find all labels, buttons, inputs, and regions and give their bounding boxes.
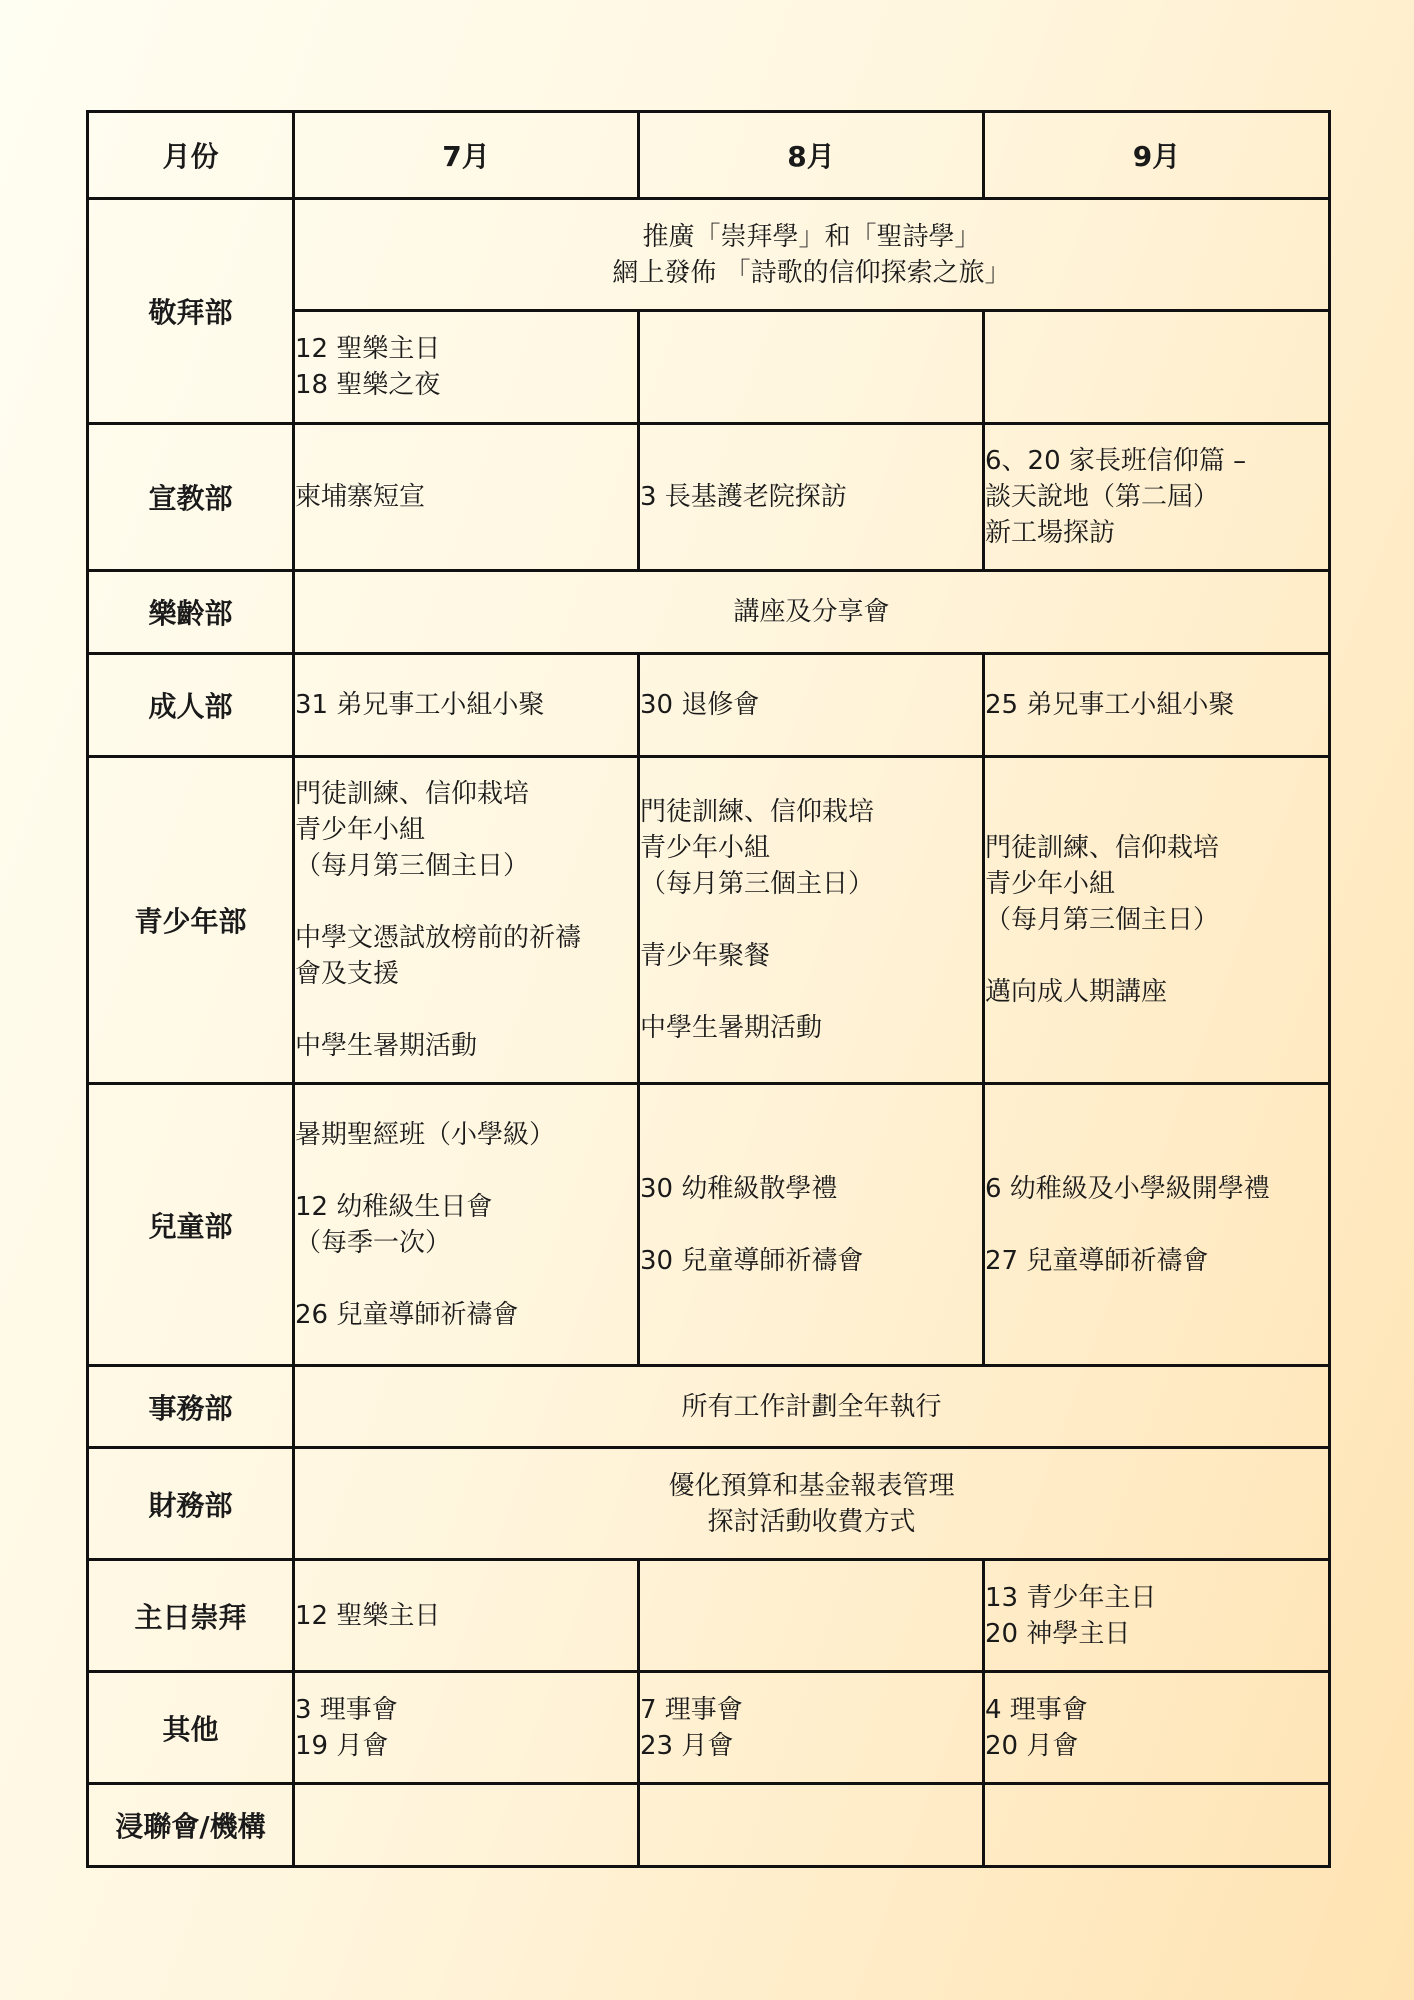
evangelism-july bbox=[294, 424, 639, 571]
dept-adult: 成人部 bbox=[88, 654, 294, 757]
children-september bbox=[984, 1084, 1330, 1366]
evangelism-september-line-1: 6、20 家長班信仰篇 – bbox=[985, 446, 1247, 476]
affairs-text: 所有工作計劃全年執行 bbox=[681, 1391, 942, 1422]
dept-baptist: 浸聯會/機構 bbox=[88, 1784, 294, 1867]
children-september-line-2: 27 兒童導師祈禱會 bbox=[985, 1245, 1209, 1276]
adult-july bbox=[294, 654, 639, 757]
row-affairs bbox=[88, 1366, 1330, 1448]
others-july bbox=[294, 1672, 639, 1784]
adult-july-text: 31 弟兄事工小組小聚 bbox=[295, 690, 545, 720]
worship-july-line-2: 18 聖樂之夜 bbox=[295, 370, 441, 400]
youth-july-line-5: 會及支援 bbox=[295, 959, 400, 989]
others-september-line-1: 4 理事會 bbox=[985, 1694, 1088, 1725]
children-august bbox=[639, 1084, 984, 1366]
youth-september-line-1: 門徒訓練、信仰栽培 bbox=[985, 833, 1220, 863]
evangelism-september-line-2: 談天說地（第二屆） bbox=[985, 482, 1220, 512]
evangelism-september bbox=[984, 424, 1330, 571]
youth-july-line-1: 門徒訓練、信仰栽培 bbox=[295, 779, 530, 809]
children-july bbox=[294, 1084, 639, 1366]
dept-youth: 青少年部 bbox=[88, 757, 294, 1084]
others-august-line-1: 7 理事會 bbox=[640, 1694, 743, 1725]
senior-text: 講座及分享會 bbox=[733, 597, 890, 627]
others-august-line-2: 23 月會 bbox=[640, 1730, 734, 1761]
worship-july-line-1: 12 聖樂主日 bbox=[295, 334, 441, 364]
row-evangelism bbox=[88, 424, 1330, 571]
evangelism-september-line-3: 新工場探訪 bbox=[985, 518, 1116, 548]
row-children bbox=[88, 1084, 1330, 1366]
dept-worship: 敬拜部 bbox=[88, 199, 294, 424]
header-row bbox=[88, 112, 1330, 199]
sunday-september bbox=[984, 1560, 1330, 1672]
others-september bbox=[984, 1672, 1330, 1784]
row-sunday bbox=[88, 1560, 1330, 1672]
youth-august-line-2: 青少年小組 bbox=[640, 833, 771, 863]
row-worship bbox=[88, 199, 1330, 311]
finance-line-2: 探討活動收費方式 bbox=[707, 1506, 916, 1537]
dept-children: 兒童部 bbox=[88, 1084, 294, 1366]
youth-september-line-2: 青少年小組 bbox=[985, 869, 1116, 899]
youth-july-line-2: 青少年小組 bbox=[295, 815, 426, 845]
worship-line-1: 推廣「崇拜學」和「聖詩學」 bbox=[642, 221, 981, 252]
dept-senior: 樂齡部 bbox=[88, 571, 294, 654]
finance-all-months bbox=[294, 1448, 1330, 1560]
youth-august bbox=[639, 757, 984, 1084]
dept-evangelism: 宣教部 bbox=[88, 424, 294, 571]
adult-august bbox=[639, 654, 984, 757]
worship-september bbox=[984, 311, 1330, 424]
evangelism-july-text: 柬埔寨短宣 bbox=[295, 482, 426, 512]
baptist-july bbox=[294, 1784, 639, 1867]
adult-september bbox=[984, 654, 1330, 757]
youth-september-line-4: 邁向成人期講座 bbox=[985, 977, 1168, 1007]
adult-august-text: 30 退修會 bbox=[640, 690, 760, 720]
baptist-august bbox=[639, 1784, 984, 1867]
children-august-line-1: 30 幼稚級散學禮 bbox=[640, 1173, 838, 1204]
header-month-label: 月份 bbox=[88, 112, 294, 199]
youth-july-line-6: 中學生暑期活動 bbox=[295, 1031, 478, 1061]
header-september: 9月 bbox=[984, 112, 1330, 199]
youth-august-line-5: 中學生暑期活動 bbox=[640, 1013, 823, 1043]
youth-august-line-3: （每月第三個主日） bbox=[640, 869, 875, 899]
sunday-september-line-1: 13 青少年主日 bbox=[985, 1582, 1157, 1613]
others-september-line-2: 20 月會 bbox=[985, 1730, 1079, 1761]
youth-september bbox=[984, 757, 1330, 1084]
youth-july-line-4: 中學文憑試放榜前的祈禱 bbox=[295, 923, 582, 953]
dept-others: 其他 bbox=[88, 1672, 294, 1784]
youth-july-line-3: （每月第三個主日） bbox=[295, 851, 530, 881]
baptist-september bbox=[984, 1784, 1330, 1867]
dept-sunday: 主日崇拜 bbox=[88, 1560, 294, 1672]
worship-august bbox=[639, 311, 984, 424]
evangelism-august-text: 3 長基護老院探訪 bbox=[640, 482, 847, 512]
monthly-plan-table bbox=[86, 110, 1331, 1868]
others-july-line-1: 3 理事會 bbox=[295, 1694, 398, 1725]
row-senior bbox=[88, 571, 1330, 654]
senior-all-months bbox=[294, 571, 1330, 654]
row-others bbox=[88, 1672, 1330, 1784]
sunday-july bbox=[294, 1560, 639, 1672]
dept-affairs: 事務部 bbox=[88, 1366, 294, 1448]
sunday-september-line-2: 20 神學主日 bbox=[985, 1618, 1131, 1649]
youth-july bbox=[294, 757, 639, 1084]
finance-line-1: 優化預算和基金報表管理 bbox=[668, 1470, 955, 1501]
youth-august-line-1: 門徒訓練、信仰栽培 bbox=[640, 797, 875, 827]
children-july-line-1: 暑期聖經班（小學級） bbox=[295, 1119, 556, 1150]
sunday-august bbox=[639, 1560, 984, 1672]
row-youth bbox=[88, 757, 1330, 1084]
children-july-line-2: 12 幼稚級生日會 bbox=[295, 1191, 493, 1222]
dept-finance: 財務部 bbox=[88, 1448, 294, 1560]
worship-july bbox=[294, 311, 639, 424]
worship-all-months bbox=[294, 199, 1330, 311]
sunday-july-text: 12 聖樂主日 bbox=[295, 1600, 441, 1631]
row-adult bbox=[88, 654, 1330, 757]
others-august bbox=[639, 1672, 984, 1784]
row-finance bbox=[88, 1448, 1330, 1560]
children-august-line-2: 30 兒童導師祈禱會 bbox=[640, 1245, 864, 1276]
header-july: 7月 bbox=[294, 112, 639, 199]
adult-september-text: 25 弟兄事工小組小聚 bbox=[985, 690, 1235, 720]
youth-august-line-4: 青少年聚餐 bbox=[640, 941, 771, 971]
worship-line-2: 網上發佈 「詩歌的信仰探索之旅」 bbox=[612, 257, 1011, 288]
row-baptist bbox=[88, 1784, 1330, 1867]
youth-september-line-3: （每月第三個主日） bbox=[985, 905, 1220, 935]
affairs-all-months bbox=[294, 1366, 1330, 1448]
children-july-line-4: 26 兒童導師祈禱會 bbox=[295, 1299, 519, 1330]
children-september-line-1: 6 幼稚級及小學級開學禮 bbox=[985, 1173, 1270, 1204]
evangelism-august bbox=[639, 424, 984, 571]
children-july-line-3: （每季一次） bbox=[295, 1227, 452, 1258]
others-july-line-2: 19 月會 bbox=[295, 1730, 389, 1761]
header-august: 8月 bbox=[639, 112, 984, 199]
